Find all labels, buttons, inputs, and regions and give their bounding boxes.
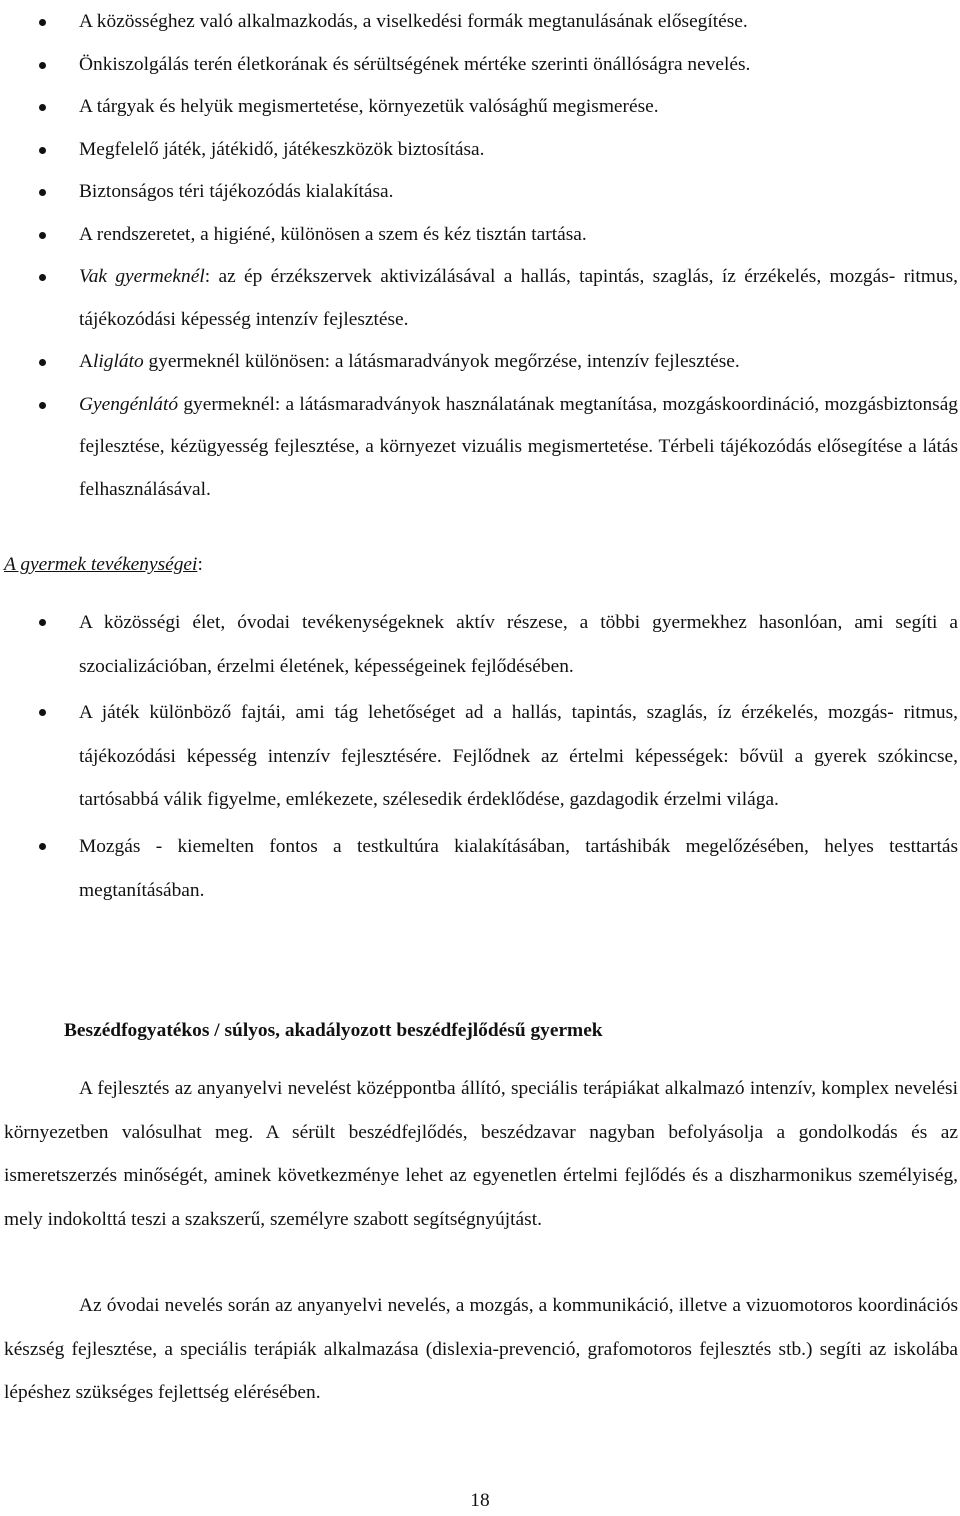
list-item <box>0 384 960 512</box>
bullet-icon <box>39 359 46 366</box>
bullet-icon <box>39 189 46 196</box>
bullet-icon <box>39 147 46 154</box>
bullet-icon <box>39 709 46 716</box>
list-item-text: A játék különböző fajtái, ami tág lehetőséget ad a hallás, tapintás, szaglás, íz érzékelés, mozgás- ritmus, tájékozódási képesség intenzív fejlesztésére. Fejlődnek az értelmi képességek: bővül a gyerek szókincse, tartósabbá válik figyelme, emlékezete, szélesedik érdeklődése, gazdagodik érzelmi világa. <box>79 702 958 811</box>
goals-list <box>0 1 960 511</box>
heading-text: Beszédfogyatékos / súlyos, akadályozott beszédfejlődésű gyermek <box>64 1020 603 1041</box>
list-item-text: Mozgás - kiemelten fontos a testkultúra kialakításában, tartáshibák megelőzésében, helyes testtartás megtanításában. <box>79 835 958 901</box>
list-item <box>0 691 960 822</box>
bullet-icon <box>39 19 46 26</box>
section-heading-activities <box>4 545 203 585</box>
bullet-icon <box>39 402 46 409</box>
list-item <box>0 44 960 87</box>
list-item <box>0 256 960 341</box>
list-item-text: Önkiszolgálás terén életkorának és sérültségének mértéke szerinti önállóságra nevelés. <box>79 53 751 75</box>
list-item-text: gyermeknél különösen: a látásmaradványok megőrzése, intenzív fejlesztése. <box>143 351 740 372</box>
bullet-icon <box>39 843 46 850</box>
list-item-text: Biztonságos téri tájékozódás kialakítása. <box>79 181 394 202</box>
list-item-text: : az ép érzékszervek aktivizálásával a hallás, tapintás, szaglás, íz érzékelés, mozgás- ritmus, tájékozódási képesség intenzív fejlesztése. <box>79 266 958 330</box>
list-item-lead: Vak gyermeknél <box>79 266 205 287</box>
list-item <box>0 86 960 129</box>
section-heading-speech <box>64 1011 603 1051</box>
list-item <box>0 601 960 688</box>
list-item-lead: Gyengénlátó <box>79 393 179 415</box>
list-item-lead: ligláto <box>93 351 144 372</box>
bullet-icon <box>39 274 46 281</box>
list-item <box>0 825 960 912</box>
activities-list <box>0 601 960 915</box>
paragraph: A fejlesztés az anyanyelvi nevelést középpontba állító, speciális terápiákat alkalmazó intenzív, komplex nevelési környezetben valósulhat meg. A sérült beszédfejlődés, beszédzavar nagyban befolyásolja a gondolkodás és az ismeretszerzés minőségét, aminek következménye lehet az egyenetlen értelmi fejlődés és a diszharmonikus személyiség, mely indokolttá teszi a szakszerű, személyre szabott segítségnyújtást. <box>4 1078 958 1230</box>
paragraph: Az óvodai nevelés során az anyanyelvi nevelés, a mozgás, a kommunikáció, illetve a vizuomotoros koordinációs készség fejlesztése, a speciális terápiák alkalmazása (dislexia-prevenció, grafomotoros fejlesztés stb.) segíti az iskolába lépéshez szükséges fejlettség elérésében. <box>4 1295 958 1404</box>
list-item <box>0 214 960 257</box>
bullet-icon <box>39 104 46 111</box>
list-item-text: A közösségi élet, óvodai tevékenységeknek aktív részese, a többi gyermekhez hasonlóan, ami segíti a szocializációban, érzelmi életének, képességeinek fejlődésében. <box>79 612 958 677</box>
page-number: 18 <box>470 1490 490 1511</box>
list-item <box>0 129 960 172</box>
list-item <box>0 1 960 44</box>
bullet-icon <box>39 232 46 239</box>
list-item-text: Megfelelő játék, játékidő, játékeszközök biztosítása. <box>79 138 485 160</box>
list-item-lead-plain: A <box>79 351 94 372</box>
list-item <box>0 171 960 214</box>
heading-text: A gyermek tevékenységei <box>4 554 198 575</box>
heading-suffix: : <box>197 554 203 575</box>
list-item-text: A tárgyak és helyük megismertetése, környezetük valósághű megismerése. <box>79 96 659 117</box>
list-item <box>0 341 960 384</box>
bullet-icon <box>39 62 46 69</box>
list-item-text: A rendszeretet, a higiéné, különösen a szem és kéz tisztán tartása. <box>79 223 587 245</box>
bullet-icon <box>39 619 46 626</box>
list-item-text: A közösséghez való alkalmazkodás, a viselkedési formák megtanulásának elősegítése. <box>79 11 748 32</box>
list-item-text: gyermeknél: a látásmaradványok használatának megtanítása, mozgáskoordináció, mozgásbiztonság fejlesztése, kézügyesség fejlesztése, a környezet vizuális megismertetése. Térbeli tájékozódás elősegítése a látás felhasználásával. <box>79 393 958 500</box>
